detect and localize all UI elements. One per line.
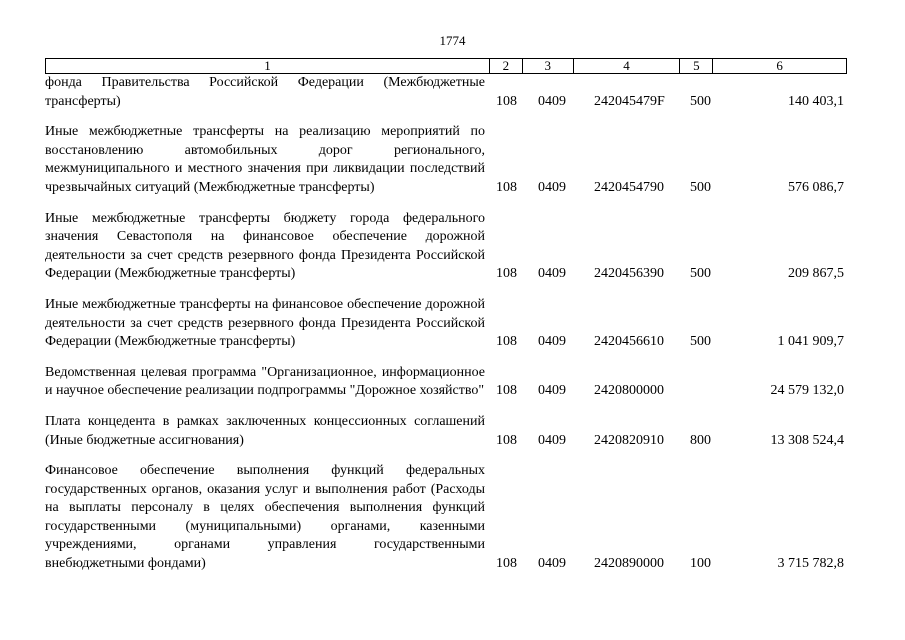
row-col2: 108 (496, 334, 517, 350)
row-col6: 576 086,7 (788, 179, 844, 195)
row-col4: 2420456610 (594, 334, 664, 350)
header-col-3: 3 (522, 59, 573, 73)
row-col3: 0409 (538, 93, 566, 109)
table-row (45, 123, 847, 197)
row-col2: 108 (496, 179, 517, 195)
row-col5: 800 (690, 432, 711, 448)
row-col3: 0409 (538, 556, 566, 572)
budget-table (45, 58, 847, 574)
row-col2: 108 (496, 266, 517, 282)
table-row (45, 210, 847, 284)
row-col4: 2420454790 (594, 179, 664, 195)
row-description: Иные межбюджетные трансферты на реализацию мероприятий по восстановлению автомобильных дорог регионального, межмуниципального и местного значения при ликвидации последствий чрезвычайных ситуаций (Межбюджетные трансферты) (45, 124, 485, 195)
row-col5: 500 (690, 179, 711, 195)
row-col6: 140 403,1 (788, 93, 844, 109)
table-row (45, 364, 847, 401)
row-col2: 108 (496, 383, 517, 399)
table-header-row (45, 58, 847, 74)
row-col3: 0409 (538, 334, 566, 350)
row-col3: 0409 (538, 179, 566, 195)
header-col-2: 2 (489, 59, 522, 73)
row-col5: 100 (690, 556, 711, 572)
row-col6: 24 579 132,0 (770, 383, 844, 399)
row-col2: 108 (496, 556, 517, 572)
row-col5: 500 (690, 334, 711, 350)
header-col-1: 1 (264, 58, 271, 73)
row-description: Иные межбюджетные трансферты на финансовое обеспечение дорожной деятельности за счет средств резервного фонда Президента Российской Федерации (Межбюджетные трансферты) (45, 296, 485, 350)
header-col-6: 6 (712, 59, 846, 73)
row-description: фонда Правительства Российской Федерации (Межбюджетные трансферты) (45, 75, 485, 109)
row-col6: 13 308 524,4 (770, 432, 844, 448)
row-col4: 2420800000 (594, 383, 664, 399)
row-description: Плата концедента в рамках заключенных концессионных соглашений (Иные бюджетные ассигнования) (45, 413, 485, 448)
row-description: Ведомственная целевая программа "Организационное, информационное и научное обеспечение реализации подпрограммы "Дорожное хозяйство" (45, 364, 485, 399)
row-col3: 0409 (538, 432, 566, 448)
row-col4: 2420820910 (594, 432, 664, 448)
table-row (45, 462, 847, 574)
row-col6: 209 867,5 (788, 266, 844, 282)
row-col4: 2420890000 (594, 556, 664, 572)
row-description: Иные межбюджетные трансферты бюджету города федерального значения Севастополя на финансовое обеспечение дорожной деятельности за счет средств резервного фонда Президента Российской Федерации (Межбюджетные трансферты) (45, 210, 485, 282)
row-col3: 0409 (538, 383, 566, 399)
table-row (45, 74, 847, 111)
table-row (45, 296, 847, 352)
row-col4: 242045479F (594, 93, 665, 109)
row-col5: 500 (690, 93, 711, 109)
row-col3: 0409 (538, 266, 566, 282)
page-number: 1774 (439, 33, 466, 48)
row-col4: 2420456390 (594, 266, 664, 282)
row-col6: 3 715 782,8 (777, 556, 844, 572)
table-row (45, 413, 847, 450)
row-col2: 108 (496, 432, 517, 448)
row-col5: 500 (690, 266, 711, 282)
header-col-4: 4 (573, 59, 680, 73)
header-col-5: 5 (679, 59, 712, 73)
row-col6: 1 041 909,7 (777, 334, 844, 350)
row-description: Финансовое обеспечение выполнения функций федеральных государственных органов, оказания услуг и выполнения работ (Расходы на выплаты персоналу в целях обеспечения выполнения функций государственными (муниципальными) органами, казенными учреждениями, органами управления государственными внебюджетными фондами) (45, 463, 485, 572)
row-col2: 108 (496, 93, 517, 109)
